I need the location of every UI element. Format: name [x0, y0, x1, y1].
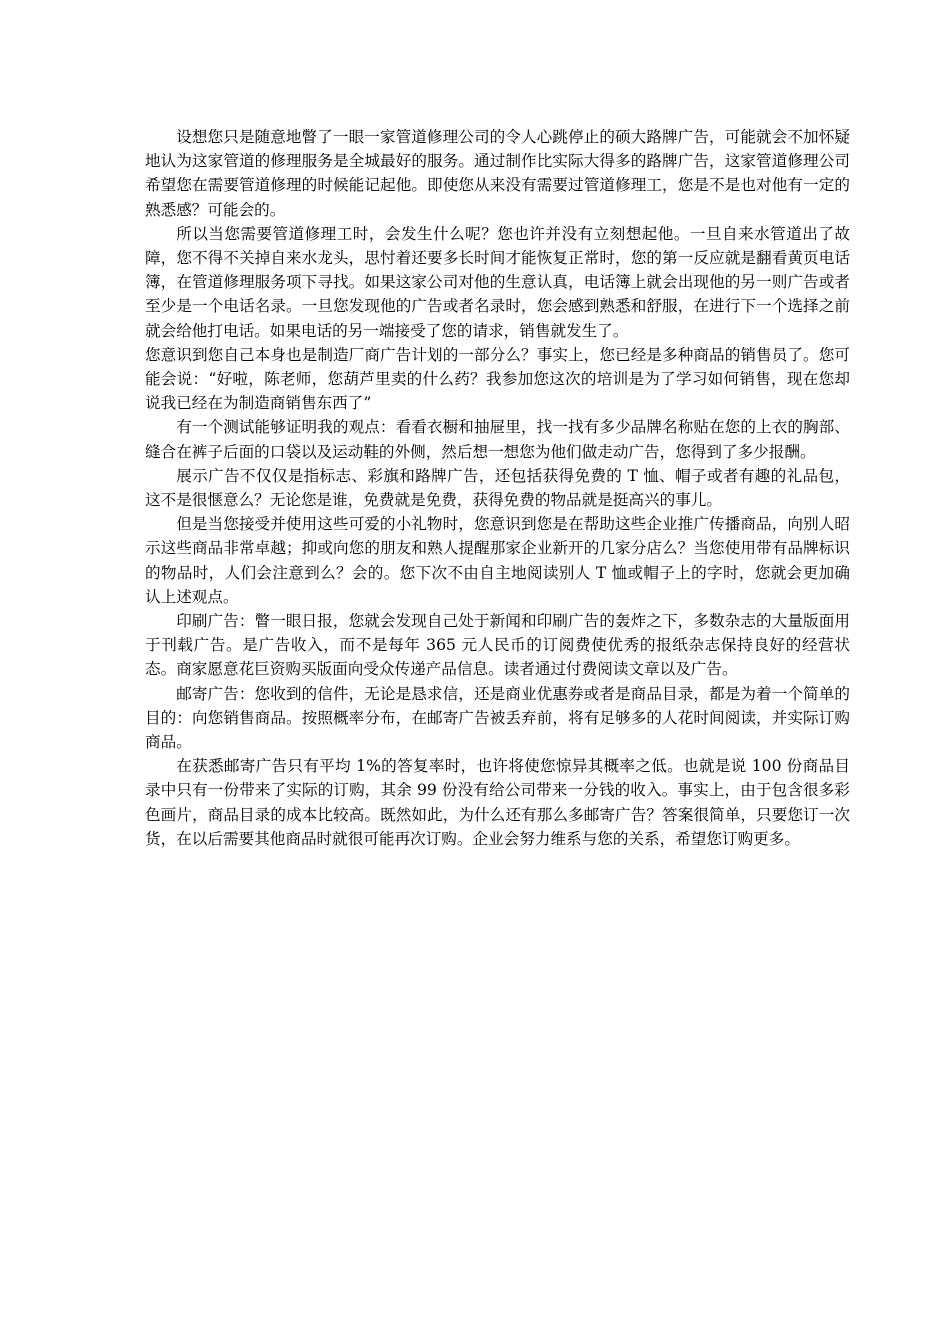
paragraph: 但是当您接受并使用这些可爱的小礼物时，您意识到您是在帮助这些企业推广传播商品，向别人昭示这些商品非常卓越；抑或向您的朋友和熟人提醒那家企业新开的几家分店么？当您使用带有品牌标识的物品时，人们会注意到么？会的。您下次不由自主地阅读别人 T 恤或帽子上的字时，您就会更加确认上述观点。: [145, 515, 850, 606]
paragraph: 有一个测试能够证明我的观点：看看衣橱和抽屉里，找一找有多少品牌名称贴在您的上衣的胸部、缝合在裤子后面的口袋以及运动鞋的外侧，然后想一想您为他们做走动广告，您得到了多少报酬。: [145, 418, 850, 461]
paragraph: 所以当您需要管道修理工时，会发生什么呢？您也许并没有立刻想起他。一旦自来水管道出了故障，您不得不关掉自来水龙头，思忖着还要多长时间才能恢复正常时，您的第一反应就是翻看黄页电话簿，在管道修理服务项下寻找。如果这家公司对他的生意认真，电话簿上就会出现他的另一则广告或者至少是一个电话名录。一旦您发现他的广告或者名录时，您会感到熟悉和舒服，在进行下一个选择之前就会给他打电话。如果电话的另一端接受了您的请求，销售就发生了。: [145, 224, 850, 340]
paragraph: 您意识到您自己本身也是制造厂商广告计划的一部分么？事实上，您已经是多种商品的销售员了。您可能会说：“好啦，陈老师，您葫芦里卖的什么药？我参加您这次的培训是为了学习如何销售，现在您却说我已经在为制造商销售东西了”: [145, 345, 850, 413]
paragraph: 邮寄广告：您收到的信件，无论是恳求信，还是商业优惠券或者是商品目录，都是为着一个简单的目的：向您销售商品。按照概率分布，在邮寄广告被丢弃前，将有足够多的人花时间阅读，并实际订购商品。: [145, 684, 850, 752]
paragraph: 设想您只是随意地瞥了一眼一家管道修理公司的令人心跳停止的硕大路牌广告，可能就会不加怀疑地认为这家管道的修理服务是全城最好的服务。通过制作比实际大得多的路牌广告，这家管道修理公司希望您在需要管道修理的时候能记起他。即使您从来没有需要过管道修理工，您是不是也对他有一定的熟悉感？可能会的。: [145, 128, 850, 219]
body-text: [145, 125, 850, 851]
paragraph: 在获悉邮寄广告只有平均 1%的答复率时，也许将使您惊异其概率之低。也就是说 100 份商品目录中只有一份带来了实际的订购，其余 99 份没有给公司带来一分钱的收入。事实上，由于包含很多彩色画片，商品目录的成本比较高。既然如此，为什么还有那么多邮寄广告？答案很简单，只要您订一次货，在以后需要其他商品时就很可能再次订购。企业会努力维系与您的关系，希望您订购更多。: [145, 757, 850, 848]
paragraph: 印刷广告：瞥一眼日报，您就会发现自己处于新闻和印刷广告的轰炸之下，多数杂志的大量版面用于刊载广告。是广告收入，而不是每年 365 元人民币的订阅费使优秀的报纸杂志保持良好的经营状态。商家愿意花巨资购买版面向受众传递产品信息。读者通过付费阅读文章以及广告。: [145, 612, 850, 679]
paragraph: 展示广告不仅仅是指标志、彩旗和路牌广告，还包括获得免费的 T 恤、帽子或者有趣的礼品包，这不是很惬意么？无论您是谁，免费就是免费，获得免费的物品就是挺高兴的事儿。: [145, 466, 850, 510]
